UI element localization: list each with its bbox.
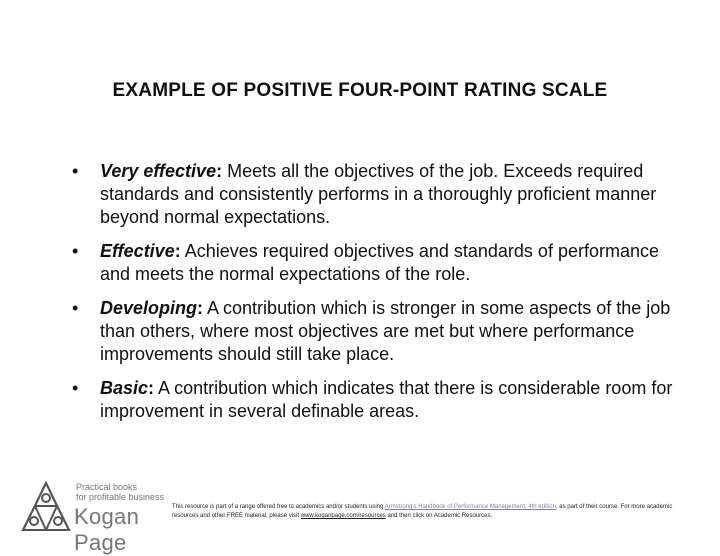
- rating-colon: :: [216, 161, 223, 181]
- rating-colon: :: [174, 241, 181, 261]
- bullet-icon: •: [72, 161, 79, 181]
- rating-description: Meets all the objectives of the job. Exceeds required standards and consistently performs in a thoroughly proficient manner beyond normal expectations.: [100, 161, 657, 227]
- slide-title: EXAMPLE OF POSITIVE FOUR-POINT RATING SCALE: [112, 80, 608, 101]
- logo-tagline-line-2: for profitable business: [76, 492, 165, 502]
- rating-colon: :: [197, 298, 204, 318]
- resources-link[interactable]: www.koganpage.com/resources: [300, 513, 386, 519]
- rating-term: Very effective: [100, 161, 217, 181]
- kogan-page-logo: [20, 480, 190, 555]
- rating-description: Achieves required objectives and standards of performance and meets the normal expectations of the role.: [100, 241, 659, 284]
- footer-note: [172, 503, 692, 521]
- logo-tagline-line-1: Practical books: [76, 482, 138, 492]
- rating-description: A contribution which indicates that there is considerable room for improvement in several definable areas.: [100, 378, 673, 421]
- list-item: [72, 297, 682, 366]
- bullet-icon: •: [72, 298, 79, 318]
- logo-tagline: [76, 482, 164, 502]
- footer-text-2: , as part of their course. For more academic resources and other FREE material, please visit: [172, 504, 673, 519]
- rating-description: A contribution which is stronger in some aspects of the job than others, where most objectives are met but where performance improvements should still take place.: [100, 298, 671, 364]
- bullet-icon: •: [72, 241, 79, 261]
- bullet-icon: •: [72, 378, 79, 398]
- rating-term: Developing: [100, 298, 198, 318]
- book-link[interactable]: Armstrong's Handbook of Performance Management, 4th edition: [384, 504, 556, 510]
- triangle-logo-icon: [20, 480, 72, 534]
- logo-brand-name: Kogan Page: [74, 504, 140, 555]
- rating-term: Basic: [100, 378, 149, 398]
- list-item: [72, 160, 682, 229]
- list-item: [72, 240, 682, 286]
- footer-text-1: This resource is part of a range offered free to academics and/or students using: [172, 504, 385, 510]
- rating-colon: :: [148, 378, 155, 398]
- rating-term: Effective: [100, 241, 175, 261]
- footer-text-3: and then click on Academic Resources.: [385, 513, 493, 519]
- rating-scale-list: [72, 160, 682, 434]
- list-item: [72, 377, 682, 423]
